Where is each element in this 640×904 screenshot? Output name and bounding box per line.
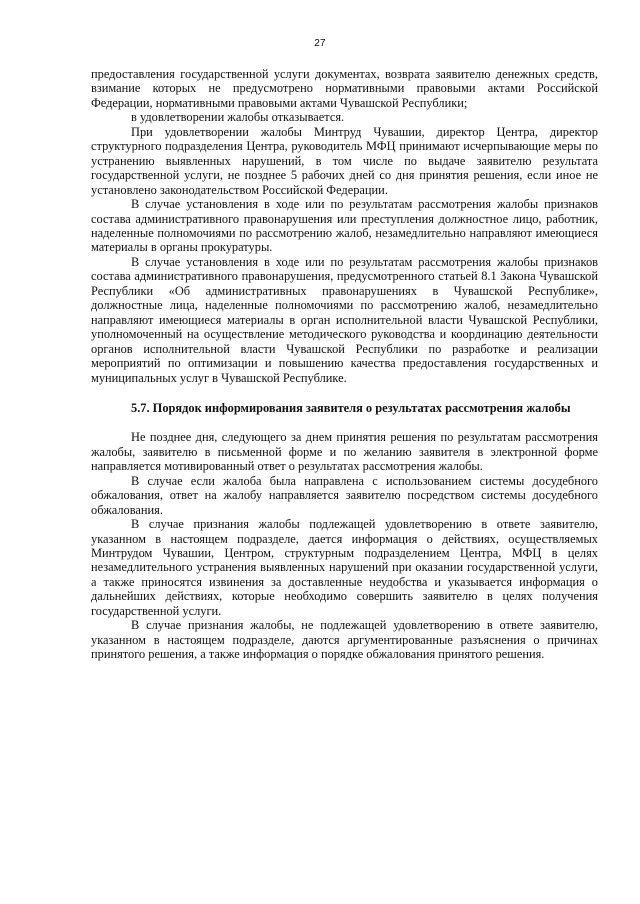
paragraph-response-deadline: Не позднее дня, следующего за днем принятия решения по результатам рассмотрения жалобы, заявителю в письменной форме и по желанию заявителя в электронной форме направляется мотивированный ответ о результатах рассмотрения жалобы.	[91, 430, 598, 474]
paragraph-prosecution: В случае установления в ходе или по результатам рассмотрения жалобы признаков состава административного правонарушения или преступления должностное лицо, работник, наделенные полномочиями по рассмотрению жалоб, незамедлительно направляют имеющиеся материалы в органы прокуратуры.	[91, 197, 598, 255]
paragraph-continuation: предоставления государственной услуги документах, возврата заявителю денежных средств, взимание которых не предусмотрено нормативными правовыми актами Российской Федерации, нормативными правовыми актами Чувашской Республики;	[91, 67, 598, 110]
paragraph-complaint-upheld: В случае признания жалобы подлежащей удовлетворению в ответе заявителю, указанном в настоящем подразделе, дается информация о действиях, осуществляемых Минтрудом Чувашии, Центром, структурным подразделением Центра, МФЦ в целях незамедлительного устранения выявленных нарушений при оказании государственной услуги, а также приносятся извинения за доставленные неудобства и указывается информация о дальнейших действиях, которые необходимо совершить заявителю в целях получения государственной услуги.	[91, 517, 598, 618]
page-number: 27	[314, 38, 326, 49]
paragraph-article-8-1: В случае установления в ходе или по результатам рассмотрения жалобы признаков состава административного правонарушения, предусмотренного статьей 8.1 Закона Чувашской Республики «Об административных правонарушениях в Чувашской Республике», должностные лица, наделенные полномочиями по рассмотрению жалоб, незамедлительно направляют имеющиеся материалы в орган исполнительной власти Чувашской Республики, уполномоченный на осуществление методического руководства и координацию деятельности органов исполнительной власти Чувашской Республики по разработке и реализации мероприятий по оптимизации и повышению качества предоставления государственных и муниципальных услуг в Чувашской Республике.	[91, 254, 598, 385]
paragraph-complaint-rejected: В случае признания жалобы, не подлежащей удовлетворению в ответе заявителю, указанном в настоящем подразделе, даются аргументированные разъяснения о причинах принятого решения, а также информация о порядке обжалования принятого решения.	[91, 618, 598, 662]
section-heading: 5.7. Порядок информирования заявителя о результатах рассмотрения жалобы	[131, 400, 571, 415]
paragraph-satisfaction: При удовлетворении жалобы Минтруд Чувашии, директор Центра, директор структурного подразделения Центра, руководитель МФЦ принимают исчерпывающие меры по устранению выявленных нарушений, в том числе по выдаче заявителю результата государственной услуги, не позднее 5 рабочих дней со дня принятия решения, если иное не установлено законодательством Российской Федерации.	[91, 124, 598, 197]
paragraph-pretrial-system: В случае если жалоба была направлена с использованием системы досудебного обжалования, ответ на жалобу направляется заявителю посредством системы досудебного обжалования.	[91, 473, 598, 517]
paragraph-refusal: в удовлетворении жалобы отказывается.	[131, 110, 345, 125]
document-body	[91, 67, 598, 662]
